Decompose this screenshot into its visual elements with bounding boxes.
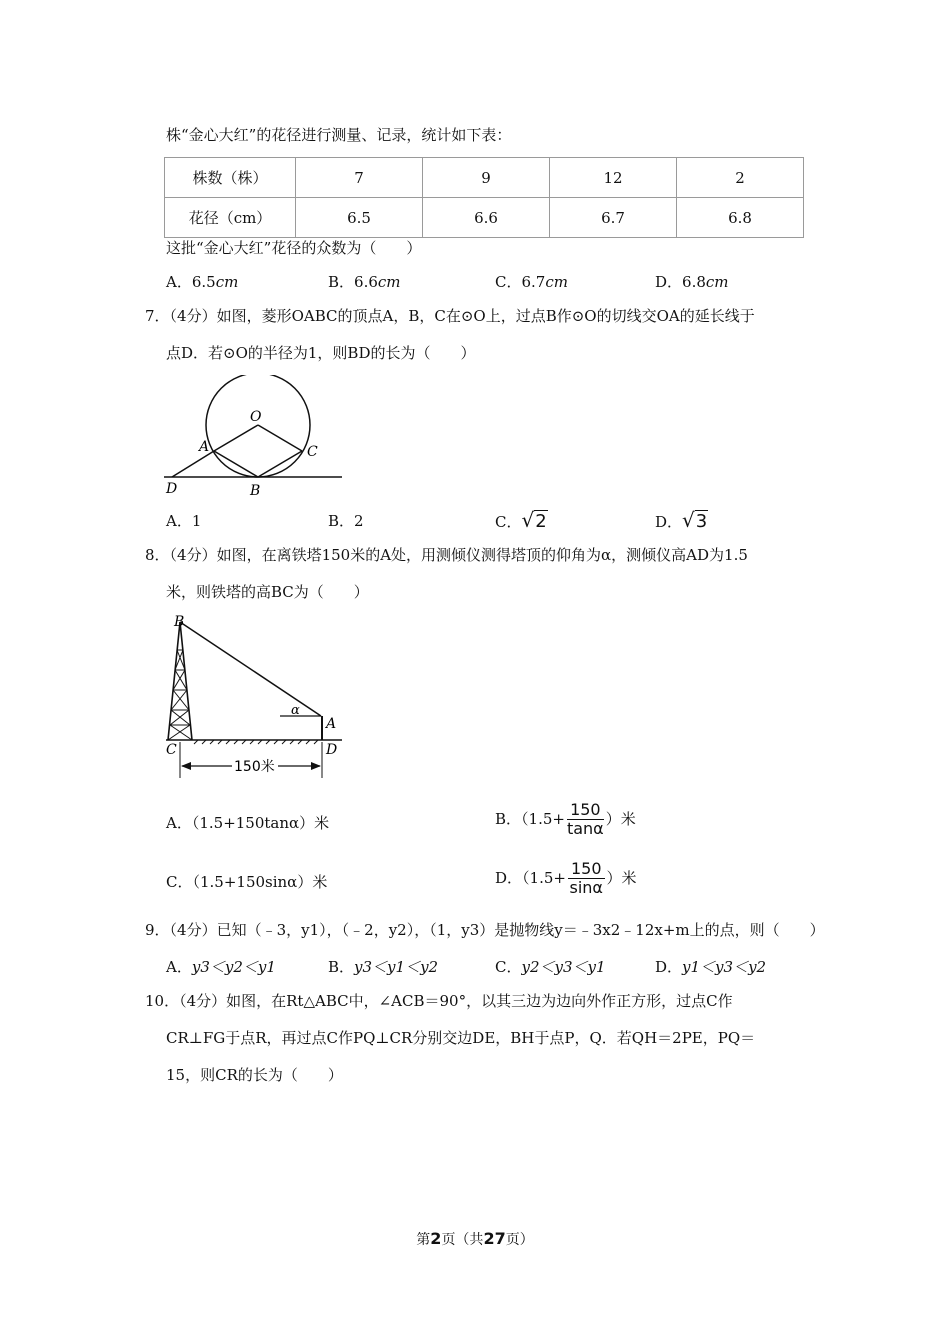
- table-cell: 7: [296, 158, 423, 198]
- q7-option-d: D．√3: [655, 508, 708, 532]
- segment-oc: [258, 425, 302, 451]
- label-a: A: [326, 716, 337, 732]
- intro-text: 株“金心大红”的花径进行测量、记录，统计如下表：: [166, 126, 512, 144]
- table-cell: 6.8: [677, 198, 804, 238]
- q7-stem-line2: 点D．若⊙O的半径为1，则BD的长为（ ）: [166, 344, 476, 362]
- q8-stem-line1: 8．（4分）如图，在离铁塔150米的A处，用测倾仪测得塔顶的仰角为α，测倾仪高AD为1.5: [145, 546, 748, 564]
- q6-option-b: B．6.6cm: [328, 273, 401, 291]
- q7-option-a: A．1: [166, 512, 202, 530]
- q7-option-b: B．2: [328, 512, 364, 530]
- q9-option-d: D．y1＜y3＜y2: [655, 958, 767, 976]
- q8-option-d: D．（1.5+ $\frac{150}{\sin\alpha}$ ）米: [495, 859, 637, 897]
- q9-stem: 9．（4分）已知（﹣3，y1），（﹣2，y2），（1，y3）是抛物线y＝﹣3x2﹣12x+m上的点，则（ ）: [145, 921, 825, 939]
- q6-option-d: D．6.8cm: [655, 273, 729, 291]
- q9-option-c: C．y2＜y3＜y1: [495, 958, 606, 976]
- label-alpha: α: [291, 703, 300, 718]
- label-d: D: [326, 742, 338, 758]
- table-cell: 株数（株）: [165, 158, 296, 198]
- label-b: B: [250, 483, 261, 499]
- table-cell: 6.5: [296, 198, 423, 238]
- label-c: C: [166, 742, 177, 758]
- table-cell: 9: [423, 158, 550, 198]
- label-d: D: [166, 481, 178, 497]
- table-cell: 花径（cm）: [165, 198, 296, 238]
- segment-cb: [258, 451, 302, 477]
- flower-stats-table: [164, 157, 804, 238]
- label-o: O: [250, 409, 262, 425]
- q8-option-c: C．（1.5+150sinα）米: [166, 873, 328, 891]
- label-c: C: [307, 444, 318, 460]
- table-cell: 6.6: [423, 198, 550, 238]
- q9-option-a: A．y3＜y2＜y1: [166, 958, 276, 976]
- table-cell: 2: [677, 158, 804, 198]
- q10-stem-line3: 15，则CR的长为（ ）: [166, 1066, 343, 1084]
- q9-option-b: B．y3＜y1＜y2: [328, 958, 439, 976]
- q7-option-c: C．√2: [495, 508, 547, 532]
- q8-option-a: A．（1.5+150tanα）米: [166, 814, 330, 832]
- rhombus-circle-figure: [160, 375, 360, 500]
- segment-oa: [214, 425, 258, 451]
- distance-label: 150米: [234, 759, 275, 775]
- table-cell: 6.7: [550, 198, 677, 238]
- table-row: [165, 158, 804, 198]
- q6-option-a: A．6.5cm: [166, 273, 239, 291]
- label-a: A: [199, 439, 210, 455]
- segment-ab: [214, 451, 258, 477]
- q10-stem-line2: CR⊥FG于点R，再过点C作PQ⊥CR分别交边DE，BH于点P，Q．若QH＝2PE，PQ＝: [166, 1029, 756, 1047]
- q6-option-c: C．6.7cm: [495, 273, 568, 291]
- arrowhead-right: [311, 762, 321, 770]
- page-footer: 第2页（共27页）: [416, 1229, 534, 1248]
- table-row: [165, 198, 804, 238]
- q10-stem-line1: 10．（4分）如图，在Rt△ABC中，∠ACB＝90°，以其三边为边向外作正方形，过点C作: [145, 992, 733, 1010]
- circle-o: [206, 375, 310, 477]
- label-b: B: [174, 614, 185, 630]
- q6-stem: 这批“金心大红”花径的众数为（ ）: [166, 239, 422, 257]
- q8-stem-line2: 米，则铁塔的高BC为（ ）: [166, 583, 369, 601]
- arrowhead-left: [181, 762, 191, 770]
- q8-option-b: B．（1.5+ $\frac{150}{\tan\alpha}$ ）米: [495, 800, 636, 838]
- q7-stem-line1: 7．（4分）如图，菱形OABC的顶点A，B，C在⊙O上，过点B作⊙O的切线交OA的延长线于: [145, 307, 755, 325]
- tower-lattice: [168, 650, 192, 740]
- tower-figure: [160, 610, 360, 790]
- table-cell: 12: [550, 158, 677, 198]
- sight-line: [180, 622, 321, 716]
